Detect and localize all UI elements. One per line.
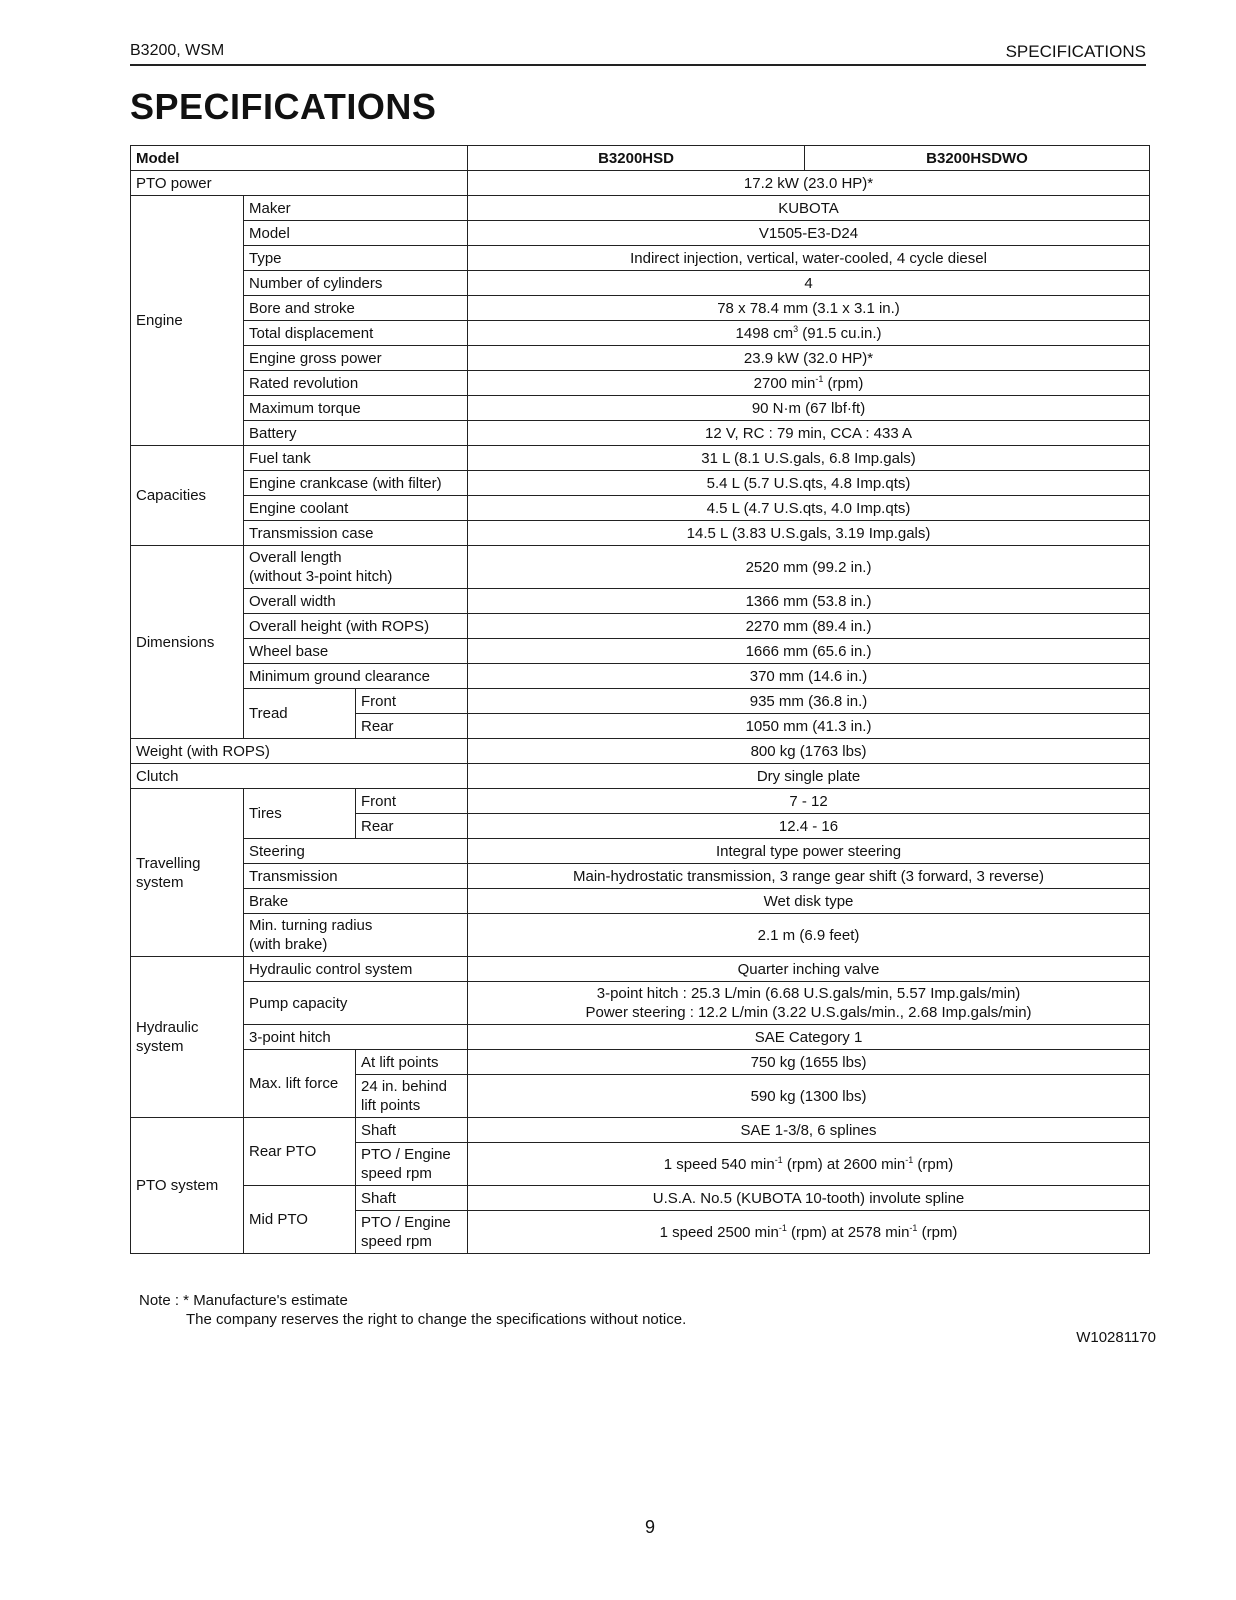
row-sublabel: At lift points (356, 1050, 468, 1075)
model-b3200hsd: B3200HSD (468, 146, 805, 171)
row-value: KUBOTA (468, 196, 1150, 221)
row-value: 2520 mm (99.2 in.) (468, 546, 1150, 589)
row-label: 3-point hitch (244, 1025, 468, 1050)
model-b3200hsdwo: B3200HSDWO (805, 146, 1150, 171)
row-value: 12 V, RC : 79 min, CCA : 433 A (468, 421, 1150, 446)
row-value: 23.9 kW (32.0 HP)* (468, 346, 1150, 371)
row-label: Brake (244, 889, 468, 914)
row-value: 12.4 - 16 (468, 814, 1150, 839)
manual-name: B3200, WSM (130, 42, 225, 59)
table-row (131, 889, 1150, 914)
row-label: Maker (244, 196, 468, 221)
row-label-rear-pto: Rear PTO (244, 1118, 356, 1186)
row-label: Clutch (131, 764, 468, 789)
row-value: 2700 $\min^{-1} (rpm)$ (468, 371, 1150, 396)
row-value: 1366 mm (53.8 in.) (468, 589, 1150, 614)
row-sublabel: Rear (356, 814, 468, 839)
group-label-capacities: Capacities (131, 446, 244, 546)
row-value: Integral type power steering (468, 839, 1150, 864)
row-value: 800 kg (1763 lbs) (468, 739, 1150, 764)
row-label: Transmission case (244, 521, 468, 546)
table-row (131, 914, 1150, 957)
disclaimer: The company reserves the right to change the specifications without notice. (186, 1311, 687, 1328)
row-value: 3-point hitch : 25.3 L/min (6.68 U.S.gals/min, 5.57 Imp.gals/min) Power steering : 12.2 L/min (3.22 U.S.gals/min., 2.68 Imp.gals/min) (468, 982, 1150, 1025)
row-label: Number of cylinders (244, 271, 468, 296)
row-label: Steering (244, 839, 468, 864)
table-row (131, 1186, 1150, 1211)
table-row (131, 246, 1150, 271)
row-value: 590 kg (1300 lbs) (468, 1075, 1150, 1118)
row-label: Engine coolant (244, 496, 468, 521)
row-value: 370 mm (14.6 in.) (468, 664, 1150, 689)
row-value: Main-hydrostatic transmission, 3 range gear shift (3 forward, 3 reverse) (468, 864, 1150, 889)
row-label: Bore and stroke (244, 296, 468, 321)
table-row (131, 396, 1150, 421)
row-label: Overall length (without 3-point hitch) (244, 546, 468, 589)
page-header (130, 40, 1146, 66)
table-row (131, 271, 1150, 296)
table-row (131, 739, 1150, 764)
table-row (131, 296, 1150, 321)
row-value: 90 N·m (67 lbf·ft) (468, 396, 1150, 421)
row-value: 5.4 L (5.7 U.S.qts, 4.8 Imp.qts) (468, 471, 1150, 496)
row-sublabel: Shaft (356, 1186, 468, 1211)
row-value: V1505-E3-D24 (468, 221, 1150, 246)
row-value: 750 kg (1655 lbs) (468, 1050, 1150, 1075)
row-label: Engine gross power (244, 346, 468, 371)
group-label-engine: Engine (131, 196, 244, 446)
table-row (131, 321, 1150, 346)
group-label-dimensions: Dimensions (131, 546, 244, 739)
table-row (131, 614, 1150, 639)
table-row (131, 689, 1150, 714)
row-value: 2.1 m (6.9 feet) (468, 914, 1150, 957)
page-title: SPECIFICATIONS (130, 86, 437, 127)
row-label: Engine crankcase (with filter) (244, 471, 468, 496)
row-sublabel: PTO / Engine speed rpm (356, 1211, 468, 1254)
row-label: Hydraulic control system (244, 957, 468, 982)
row-value: 1498 $cm^3$ (91.5 cu.in.) (468, 321, 1150, 346)
row-label: Transmission (244, 864, 468, 889)
specifications-table (130, 145, 1150, 1254)
group-label-travelling: Travelling system (131, 789, 244, 957)
row-value: 2270 mm (89.4 in.) (468, 614, 1150, 639)
row-sublabel: Rear (356, 714, 468, 739)
table-row (131, 521, 1150, 546)
row-value: Quarter inching valve (468, 957, 1150, 982)
row-value: Indirect injection, vertical, water-cooled, 4 cycle diesel (468, 246, 1150, 271)
table-row (131, 346, 1150, 371)
table-row (131, 171, 1150, 196)
row-label: Weight (with ROPS) (131, 739, 468, 764)
row-sublabel: PTO / Engine speed rpm (356, 1143, 468, 1186)
row-value: 78 x 78.4 mm (3.1 x 3.1 in.) (468, 296, 1150, 321)
table-row (131, 496, 1150, 521)
row-label: PTO power (131, 171, 468, 196)
row-label: Battery (244, 421, 468, 446)
row-label-lift: Max. lift force (244, 1050, 356, 1118)
row-value: 1666 mm (65.6 in.) (468, 639, 1150, 664)
row-value: 935 mm (36.8 in.) (468, 689, 1150, 714)
row-value: U.S.A. No.5 (KUBOTA 10-tooth) involute spline (468, 1186, 1150, 1211)
table-header-row (131, 146, 1150, 171)
row-value: SAE 1-3/8, 6 splines (468, 1118, 1150, 1143)
section-name: SPECIFICATIONS (1005, 42, 1146, 61)
row-label: Total displacement (244, 321, 468, 346)
table-row (131, 764, 1150, 789)
row-label: Wheel base (244, 639, 468, 664)
row-value: 14.5 L (3.83 U.S.gals, 3.19 Imp.gals) (468, 521, 1150, 546)
table-row (131, 446, 1150, 471)
document-code: W10281170 (1076, 1329, 1156, 1346)
row-label: Overall width (244, 589, 468, 614)
row-value: Wet disk type (468, 889, 1150, 914)
table-row (131, 221, 1150, 246)
table-row (131, 421, 1150, 446)
page-number: 9 (644, 1517, 655, 1537)
row-label: Type (244, 246, 468, 271)
table-row (131, 471, 1150, 496)
row-label: Overall height (with ROPS) (244, 614, 468, 639)
row-sublabel: Shaft (356, 1118, 468, 1143)
row-label-mid-pto: Mid PTO (244, 1186, 356, 1254)
table-row (131, 664, 1150, 689)
row-label-tires: Tires (244, 789, 356, 839)
row-value: 1 speed 2500 $\min^{-1} (rpm)$ at 2578 $\min^{-1} (rpm)$ (468, 1211, 1150, 1254)
row-value: 4.5 L (4.7 U.S.qts, 4.0 Imp.qts) (468, 496, 1150, 521)
table-row (131, 589, 1150, 614)
table-row (131, 957, 1150, 982)
row-value: 4 (468, 271, 1150, 296)
row-label: Pump capacity (244, 982, 468, 1025)
row-label: Min. turning radius (with brake) (244, 914, 468, 957)
row-value: 7 - 12 (468, 789, 1150, 814)
table-row (131, 1118, 1150, 1143)
row-label: Fuel tank (244, 446, 468, 471)
row-value: 1050 mm (41.3 in.) (468, 714, 1150, 739)
group-label-pto: PTO system (131, 1118, 244, 1254)
row-label: Rated revolution (244, 371, 468, 396)
row-sublabel: Front (356, 689, 468, 714)
row-label-tread: Tread (244, 689, 356, 739)
table-row (131, 864, 1150, 889)
row-sublabel: 24 in. behind lift points (356, 1075, 468, 1118)
row-label: Maximum torque (244, 396, 468, 421)
row-value: 31 L (8.1 U.S.gals, 6.8 Imp.gals) (468, 446, 1150, 471)
model-header: Model (131, 146, 468, 171)
table-row (131, 1050, 1150, 1075)
row-label: Model (244, 221, 468, 246)
footnote: Note : * Manufacture's estimate (139, 1292, 348, 1309)
table-row (131, 982, 1150, 1025)
table-row (131, 546, 1150, 589)
table-row (131, 639, 1150, 664)
table-row (131, 1025, 1150, 1050)
table-row (131, 371, 1150, 396)
table-row (131, 789, 1150, 814)
table-row (131, 196, 1150, 221)
row-sublabel: Front (356, 789, 468, 814)
row-value: Dry single plate (468, 764, 1150, 789)
row-value: SAE Category 1 (468, 1025, 1150, 1050)
row-value: 17.2 kW (23.0 HP)* (468, 171, 1150, 196)
row-label: Minimum ground clearance (244, 664, 468, 689)
group-label-hydraulic: Hydraulic system (131, 957, 244, 1118)
row-value: 1 speed 540 $\min^{-1} (rpm)$ at 2600 $\min^{-1} (rpm)$ (468, 1143, 1150, 1186)
table-row (131, 839, 1150, 864)
